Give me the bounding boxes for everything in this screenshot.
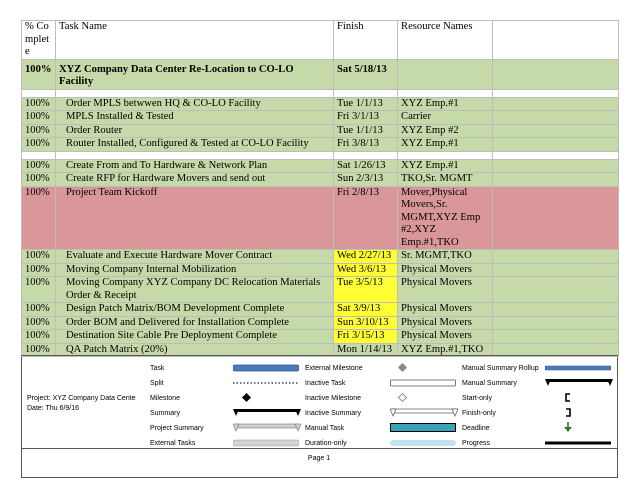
resource-names-cell[interactable]: XYZ Emp.#1	[398, 138, 493, 152]
legend-item-manual-summary	[462, 377, 614, 389]
page-number: Page 1	[307, 455, 331, 462]
legend-project-name: Project: XYZ Company Data Cente	[27, 395, 136, 402]
pct-complete-cell[interactable]: 100%	[22, 330, 56, 344]
finish-date-cell[interactable]: Wed 3/6/13	[334, 263, 398, 277]
pct-complete-cell[interactable]: 100%	[22, 250, 56, 264]
finish-date-cell[interactable]: Mon 1/14/13	[334, 343, 398, 357]
deadline-arrow-icon	[564, 422, 572, 432]
table-row[interactable]	[22, 186, 619, 250]
inactive-summary-icon	[390, 408, 458, 417]
task-name-cell[interactable]: MPLS Installed & Tested	[56, 111, 334, 125]
legend-label: External Tasks	[150, 439, 196, 447]
resource-names-cell[interactable]: TKO,Sr. MGMT	[398, 173, 493, 187]
legend-item-milestone	[150, 392, 302, 404]
pct-complete-cell[interactable]: 100%	[22, 124, 56, 138]
legend-item-project-summary	[150, 422, 302, 434]
finish-date-cell[interactable]	[334, 151, 398, 159]
row-spacer-cell	[493, 111, 619, 125]
row-spacer-cell	[493, 263, 619, 277]
row-spacer-cell	[493, 97, 619, 111]
row-spacer-cell	[493, 151, 619, 159]
manual-task-icon	[390, 423, 456, 432]
resource-names-cell[interactable]: Mover,Physical Movers,Sr. MGMT,XYZ Emp #2,XYZ Emp.#1,TKO	[398, 186, 493, 250]
legend-item-external-tasks	[150, 437, 302, 449]
resource-names-cell[interactable]: Physical Movers	[398, 316, 493, 330]
table-row[interactable]	[22, 173, 619, 187]
pct-complete-cell[interactable]: 100%	[22, 263, 56, 277]
resource-names-cell[interactable]	[398, 59, 493, 89]
legend-label: Split	[150, 379, 164, 387]
legend-item-start-only	[462, 392, 614, 404]
pct-complete-cell[interactable]	[22, 151, 56, 159]
finish-date-cell[interactable]: Sat 1/26/13	[334, 159, 398, 173]
row-spacer-cell	[493, 59, 619, 89]
table-row[interactable]	[22, 97, 619, 111]
pct-complete-cell[interactable]: 100%	[22, 343, 56, 357]
pct-complete-cell[interactable]: 100%	[22, 316, 56, 330]
summary-task-row[interactable]	[22, 59, 619, 89]
task-name-cell[interactable]: Design Patch Matrix/BOM Development Complete	[56, 303, 334, 317]
resource-names-cell[interactable]: Physical Movers	[398, 330, 493, 344]
finish-date-cell[interactable]: Wed 2/27/13	[334, 250, 398, 264]
milestone-diamond-icon	[242, 393, 251, 402]
legend-label: Start-only	[462, 394, 492, 402]
project-summary-icon	[233, 423, 301, 432]
resource-names-cell[interactable]: XYZ Emp #2	[398, 124, 493, 138]
resource-names-cell[interactable]: Sr. MGMT,TKO	[398, 250, 493, 264]
table-row[interactable]	[22, 277, 619, 303]
legend-label: Deadline	[462, 424, 490, 432]
progress-line-icon	[545, 441, 611, 445]
pct-complete-cell[interactable]	[22, 89, 56, 97]
legend-label: Inactive Summary	[305, 409, 362, 417]
legend-item-manual-summary-rollup	[462, 362, 614, 374]
resource-names-cell[interactable]	[398, 151, 493, 159]
blank-row[interactable]	[22, 89, 619, 97]
row-spacer-cell	[493, 330, 619, 344]
legend-label: Inactive Milestone	[305, 394, 362, 402]
task-name-cell[interactable]: Create From and To Hardware & Network Plan	[56, 159, 334, 173]
blank-row[interactable]	[22, 151, 619, 159]
manual-summary-icon	[545, 378, 613, 387]
legend-label: Manual Summary	[462, 379, 517, 387]
table-row[interactable]	[22, 263, 619, 277]
legend-item-deadline	[462, 422, 614, 434]
legend-label: Duration-only	[305, 439, 347, 447]
task-name-cell[interactable]: Order MPLS betwwen HQ & CO-LO Facility	[56, 97, 334, 111]
task-bar-icon	[233, 364, 299, 372]
external-tasks-icon	[233, 439, 299, 447]
legend-item-summary	[150, 407, 302, 419]
pct-complete-cell[interactable]: 100%	[22, 138, 56, 152]
task-name-cell[interactable]	[56, 89, 334, 97]
legend-item-inactive-summary	[305, 407, 460, 419]
finish-date-cell[interactable]: Fri 3/1/13	[334, 111, 398, 125]
finish-date-cell[interactable]: Fri 2/8/13	[334, 186, 398, 250]
legend-item-duration-only	[305, 437, 460, 449]
resource-names-cell[interactable]: XYZ Emp.#1	[398, 159, 493, 173]
inactive-milestone-icon	[398, 393, 407, 402]
pct-complete-cell[interactable]: 100%	[22, 303, 56, 317]
row-spacer-cell	[493, 89, 619, 97]
finish-only-icon	[565, 408, 571, 417]
manual-summary-rollup-icon	[545, 364, 611, 372]
legend-label: Task	[150, 364, 165, 372]
table-row[interactable]	[22, 159, 619, 173]
legend-item-manual-task	[305, 422, 460, 434]
resource-names-cell[interactable]: XYZ Emp.#1	[398, 97, 493, 111]
resource-names-cell[interactable]: Physical Movers	[398, 303, 493, 317]
legend-label: Inactive Task	[305, 379, 346, 387]
legend-project-date: Date: Thu 6/9/16	[27, 405, 80, 412]
legend-item-finish-only	[462, 407, 614, 419]
external-milestone-icon	[398, 363, 407, 372]
legend-label: Milestone	[150, 394, 180, 402]
row-spacer-cell	[493, 159, 619, 173]
legend-item-external-milestone	[305, 362, 460, 374]
task-name-cell[interactable]: Order BOM and Delivered for Installation Complete	[56, 316, 334, 330]
finish-date-cell[interactable]: Tue 1/1/13	[334, 124, 398, 138]
table-row[interactable]	[22, 316, 619, 330]
column-header-finish[interactable]: Finish	[334, 21, 398, 60]
legend-label: Project Summary	[150, 424, 204, 432]
column-header-spacer	[493, 21, 619, 60]
finish-date-cell[interactable]: Sun 3/10/13	[334, 316, 398, 330]
task-name-cell[interactable]: Moving Company XYZ Company DC Relocation Materials Order & Receipt	[56, 277, 334, 303]
pct-complete-cell[interactable]: 100%	[22, 173, 56, 187]
pct-complete-cell[interactable]: 100%	[22, 111, 56, 125]
table-row[interactable]	[22, 330, 619, 344]
column-header-pct-complete[interactable]: % Complete	[22, 21, 56, 60]
pct-complete-cell[interactable]: 100%	[22, 277, 56, 303]
pct-complete-cell[interactable]: 100%	[22, 159, 56, 173]
legend-label: Progress	[462, 439, 491, 447]
task-name-cell[interactable]: Create RFP for Hardware Movers and send out	[56, 173, 334, 187]
legend-project-info	[27, 394, 136, 414]
pct-complete-cell[interactable]: 100%	[22, 97, 56, 111]
legend-item-split	[150, 377, 302, 389]
column-header-task-name[interactable]: Task Name	[56, 21, 334, 60]
task-name-cell[interactable]: XYZ Company Data Center Re-Location to CO-LO Facility	[56, 59, 334, 89]
table-row[interactable]	[22, 124, 619, 138]
task-name-cell[interactable]: Project Team Kickoff	[56, 186, 334, 250]
legend-item-task	[150, 362, 302, 374]
duration-only-icon	[390, 439, 456, 447]
legend-label: Manual Summary Rollup	[462, 364, 539, 372]
row-spacer-cell	[493, 124, 619, 138]
finish-date-cell[interactable]: Sat 3/9/13	[334, 303, 398, 317]
task-name-cell[interactable]: Destination Site Cable Pre Deployment Complete	[56, 330, 334, 344]
pct-complete-cell[interactable]: 100%	[22, 59, 56, 89]
finish-date-cell[interactable]: Tue 1/1/13	[334, 97, 398, 111]
split-dots-icon	[233, 381, 299, 385]
task-name-cell[interactable]: Evaluate and Execute Hardware Mover Contract	[56, 250, 334, 264]
table-row[interactable]	[22, 111, 619, 125]
finish-date-cell[interactable]	[334, 89, 398, 97]
row-spacer-cell	[493, 138, 619, 152]
finish-date-cell[interactable]: Tue 3/5/13	[334, 277, 398, 303]
column-header-resource-names[interactable]: Resource Names	[398, 21, 493, 60]
task-table	[21, 20, 619, 357]
resource-names-cell[interactable]: Physical Movers	[398, 277, 493, 303]
row-spacer-cell	[493, 277, 619, 303]
table-row[interactable]	[22, 303, 619, 317]
resource-names-cell[interactable]: XYZ Emp.#1,TKO	[398, 343, 493, 357]
row-spacer-cell	[493, 173, 619, 187]
finish-date-cell[interactable]: Fri 3/8/13	[334, 138, 398, 152]
finish-date-cell[interactable]: Fri 3/15/13	[334, 330, 398, 344]
row-spacer-cell	[493, 303, 619, 317]
start-only-icon	[565, 393, 571, 402]
legend-label: Manual Task	[305, 424, 345, 432]
row-spacer-cell	[493, 316, 619, 330]
task-name-cell[interactable]: Router Installed, Configured & Tested at CO-LO Facility	[56, 138, 334, 152]
task-name-cell[interactable]: Order Router	[56, 124, 334, 138]
pct-complete-cell[interactable]: 100%	[22, 186, 56, 250]
resource-names-cell[interactable]: Physical Movers	[398, 263, 493, 277]
legend-label: Finish-only	[462, 409, 496, 417]
legend-item-inactive-milestone	[305, 392, 460, 404]
task-name-cell[interactable]: QA Patch Matrix (20%)	[56, 343, 334, 357]
resource-names-cell[interactable]	[398, 89, 493, 97]
legend-label: Summary	[150, 409, 180, 417]
resource-names-cell[interactable]: Carrier	[398, 111, 493, 125]
legend-label: External Milestone	[305, 364, 363, 372]
finish-date-cell[interactable]: Sun 2/3/13	[334, 173, 398, 187]
inactive-task-icon	[390, 379, 456, 387]
legend-item-progress	[462, 437, 614, 449]
table-row[interactable]	[22, 250, 619, 264]
task-name-cell[interactable]	[56, 151, 334, 159]
finish-date-cell[interactable]: Sat 5/18/13	[334, 59, 398, 89]
summary-bar-icon	[233, 408, 301, 417]
legend-panel	[21, 355, 618, 449]
table-row[interactable]	[22, 138, 619, 152]
task-name-cell[interactable]: Moving Company Internal Mobilization	[56, 263, 334, 277]
row-spacer-cell	[493, 250, 619, 264]
legend-item-inactive-task	[305, 377, 460, 389]
row-spacer-cell	[493, 186, 619, 250]
table-header-row	[22, 21, 619, 60]
